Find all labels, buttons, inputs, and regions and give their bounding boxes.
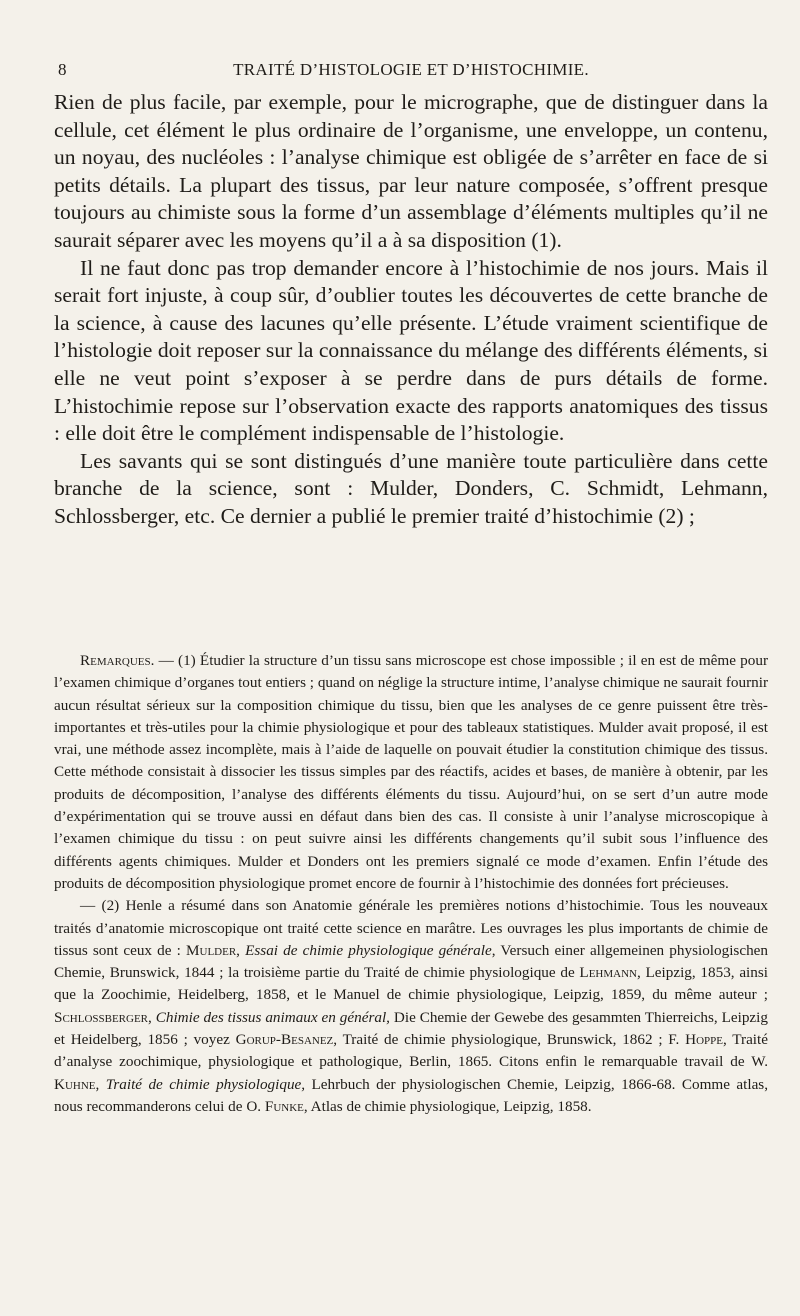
- author-name: Kuhne,: [54, 1075, 100, 1093]
- footnote-1: [54, 650, 768, 895]
- remarks-label: Remarques.: [80, 652, 155, 669]
- footnote-text: — (1) Étudier la structure d’un tissu sans microscope est chose impossible ; il en est de même pour l’examen chimique d’organes tout entiers ; quand on néglige la structure intime, l’analyse chimique ne saurait fournir aucun résultat sérieux sur la composition chimique du tissu, bien que les analyses de ce genre puissent être très-importantes et très-utiles pour la chimie physiologique et pour des tableaux statistiques. Mulder avait proposé, il est vrai, une méthode assez incomplète, mais à l’aide de laquelle on pouvait étudier la constitution chimique des tissus. Cette méthode consistait à dissocier les tissus simples par des réactifs, acides et bases, de manière à obtenir, par les produits de décomposition, l’analyse des différents éléments du tissu. Aujourd’hui, on se sert d’un autre mode d’expérimentation qui se trouve aussi en défaut dans bien des cas. Il consiste à unir l’analyse microscopique à l’examen chimique du tissu : on peut suivre ainsi les différents changements qu’il subit sous l’influence des différents agents chimiques. Mulder et Donders ont les premiers signalé ce mode d’examen. Enfin l’étude des produits de décomposition physiologique promet encore de fournir à l’histochimie des données fort précieuses.: [54, 652, 769, 892]
- footnote-text: Die Chemie der Gewebe des gesammten Thierreichs, Leipzig et Heidelberg, 1856 ; voyez: [54, 1008, 768, 1049]
- running-title: TRAITÉ D’HISTOLOGIE ET D’HISTOCHIMIE.: [233, 60, 589, 79]
- footnotes: [54, 650, 768, 1118]
- footnote-text: Traité d’analyse zoochimique, physiologique et pathologique, Berlin, 1865. Citons enfin le remarquable travail de W.: [54, 1031, 768, 1071]
- page-number: 8: [58, 60, 67, 79]
- author-name: Gorup-Besanez,: [235, 1031, 338, 1049]
- running-head: [54, 60, 768, 82]
- author-name: Hoppe,: [685, 1031, 727, 1049]
- footnote-text: , Versuch einer allgemeinen physiologischen Chemie, Brunswick, 1844 ; la troisième partie du Traité de chimie physiologique de: [54, 941, 769, 982]
- book-title: Essai de chimie physiologique générale: [245, 941, 492, 959]
- footnote-text: Atlas de chimie physiologique, Leipzig, 1858.: [310, 1097, 592, 1115]
- footnote-text: Leipzig, 1853, ainsi que la Zoochimie, Heidelberg, 1858, et le Manuel de chimie physiologique, Leipzig, 1859, du même auteur ;: [54, 964, 769, 1004]
- main-text: [54, 89, 768, 531]
- author-name: Schlossberger,: [54, 1008, 152, 1026]
- book-title: Traité de chimie physiologique,: [105, 1075, 306, 1093]
- author-name: Lehmann,: [579, 964, 641, 982]
- footnote-text: Traité de chimie physiologique, Brunswick, 1862 ; F.: [342, 1031, 680, 1049]
- paragraph: Rien de plus facile, par exemple, pour le micrographe, que de distinguer dans la cellule, cet élément le plus ordinaire de l’organisme, une enveloppe, un contenu, un noyau, des nucléoles : l’analyse chimique est obligée de s’arrêter en face de si petits détails. La plupart des tissus, par leur nature composée, s’offrent presque toujours au chimiste sous la forme d’un assemblage d’éléments multiples qu’il ne saurait séparer avec les moyens qu’il a à sa disposition (1).: [54, 90, 768, 252]
- book-title: Chimie des tissus animaux en général,: [155, 1008, 390, 1026]
- paragraph: Il ne faut donc pas trop demander encore à l’histochimie de nos jours. Mais il serait fort injuste, à coup sûr, d’oublier toutes les découvertes de cette branche de la science, à cause des lacunes qu’elle présente. L’étude vraiment scientifique de l’histologie doit reposer sur la connaissance du mélange des différents éléments, si elle ne veut point s’exposer à se perdre dans de purs détails de forme. L’histochimie repose sur l’observation exacte des rapports anatomiques des tissus : elle doit être le complément indispensable de l’histologie.: [54, 255, 768, 446]
- footnote-text: Lehrbuch der physiologischen Chemie, Leipzig, 1866-68. Comme atlas, nous recommanderons celui de O.: [54, 1075, 769, 1115]
- author-name: Mulder,: [186, 941, 240, 959]
- footnote-text: — (2) Henle a résumé dans son Anatomie générale les premières notions d’histochimie. Tous les nouveaux traités d’anatomie microscopique ont traité cette science en marâtre. Les ouvrages les plus importants de chimie de tissus sont ceux de :: [54, 897, 768, 959]
- author-name: Funke,: [264, 1097, 308, 1115]
- footnote-2: [54, 895, 768, 1118]
- paragraph: Les savants qui se sont distingués d’une manière toute particulière dans cette branche de la science, sont : Mulder, Donders, C. Schmidt, Lehmann, Schlossberger, etc. Ce dernier a publié le premier traité d’histochimie (2) ;: [54, 448, 768, 528]
